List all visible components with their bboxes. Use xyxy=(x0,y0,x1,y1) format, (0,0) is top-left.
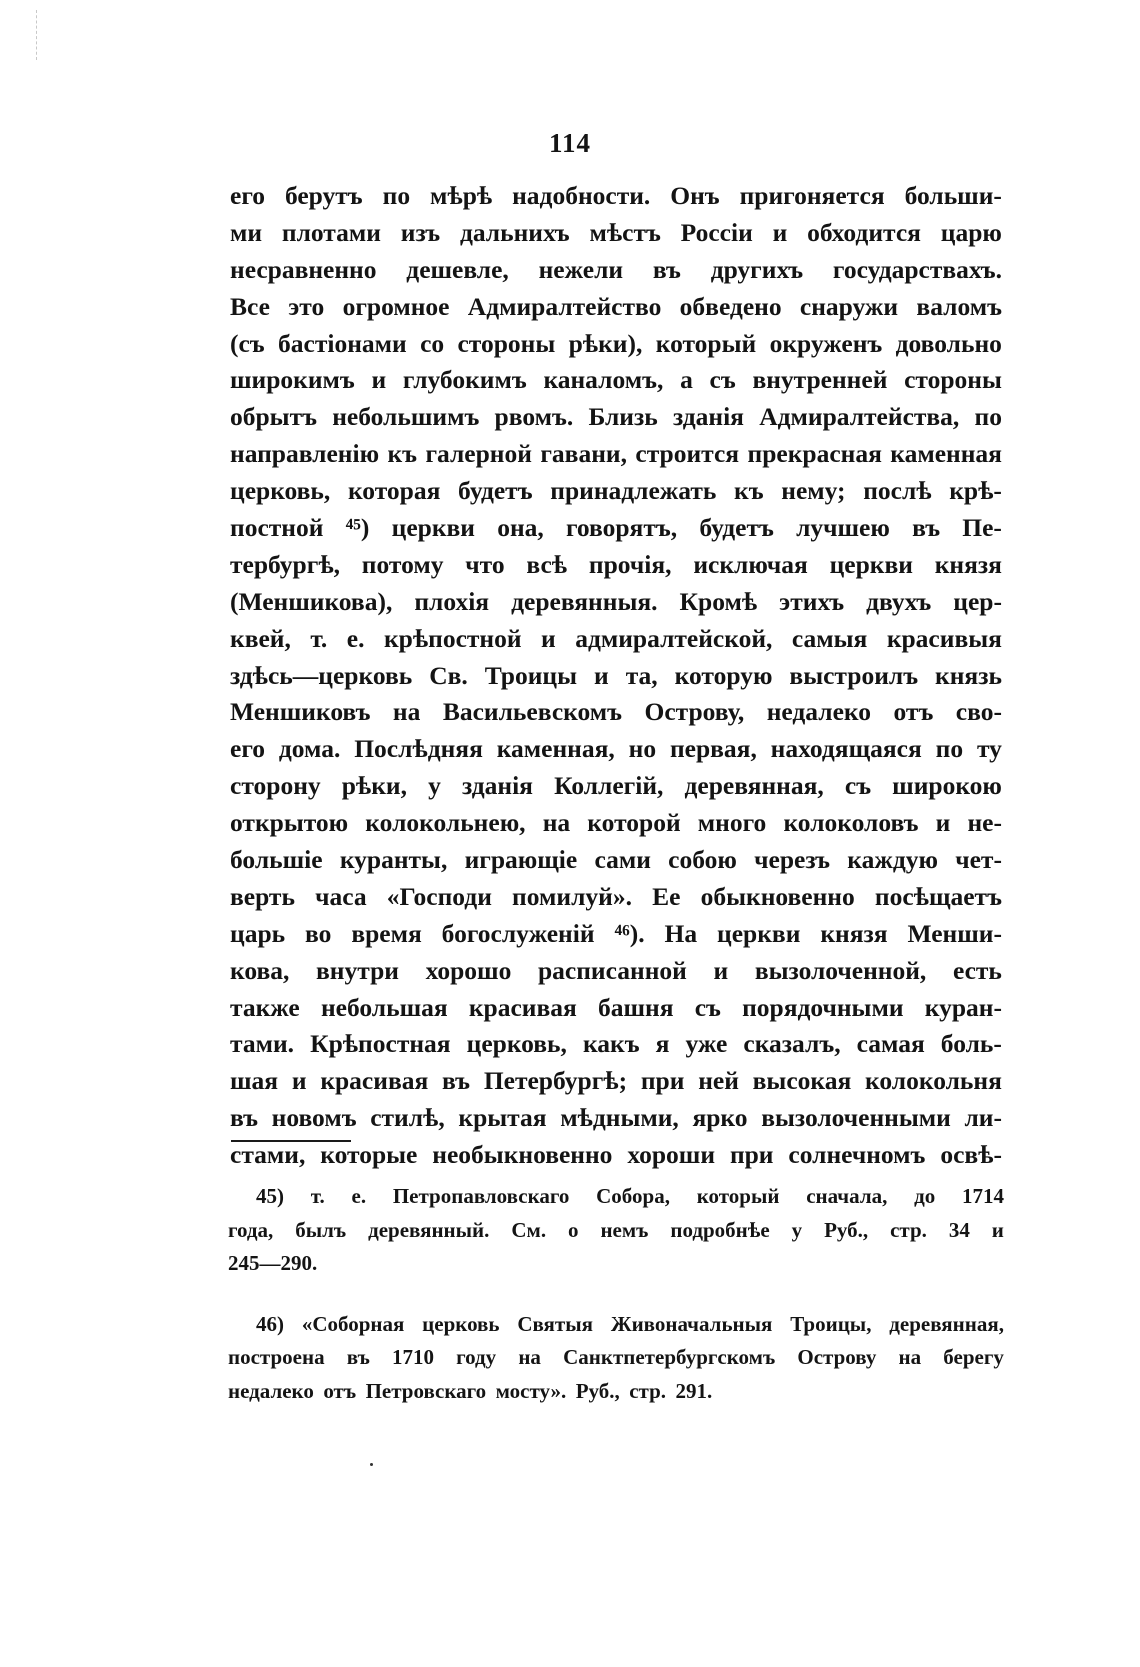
word: во xyxy=(305,918,332,948)
word: недалеко xyxy=(228,1378,314,1403)
word: широкимъ xyxy=(230,365,355,395)
word: рвомъ. xyxy=(494,402,574,432)
text-line xyxy=(230,436,1002,473)
word: будетъ xyxy=(699,513,774,543)
word: въ xyxy=(346,1345,370,1369)
word: года, xyxy=(228,1217,274,1242)
text-line xyxy=(230,584,1002,621)
word: прочія, xyxy=(588,549,672,579)
word: что xyxy=(465,549,505,579)
word: былъ xyxy=(295,1217,347,1242)
word: помилуй». xyxy=(512,881,632,911)
word: валомъ xyxy=(916,291,1002,321)
word: по xyxy=(974,402,1002,432)
word: ⁴⁵) xyxy=(345,513,370,543)
word: каменная xyxy=(890,439,1002,469)
word: но xyxy=(628,734,657,764)
word: сторону xyxy=(230,771,321,801)
word: Кромѣ xyxy=(679,586,758,616)
word: красивая xyxy=(468,992,577,1022)
word: плохія xyxy=(414,586,490,616)
word: у xyxy=(791,1217,803,1242)
word: окруженъ xyxy=(769,328,883,358)
word: въ xyxy=(912,513,941,543)
word: Ее xyxy=(652,881,681,911)
word: порядочными xyxy=(742,992,904,1022)
word: у xyxy=(428,771,441,801)
word: надобности. xyxy=(512,181,651,210)
word: съ xyxy=(694,992,721,1022)
word: а xyxy=(680,365,693,395)
word: квей, xyxy=(230,623,291,653)
text-line xyxy=(230,215,1002,252)
word: красивая xyxy=(320,1066,429,1096)
word: стр. xyxy=(890,1217,927,1242)
word: довольно xyxy=(895,328,1002,358)
word: большіе xyxy=(230,845,323,875)
word: берегу xyxy=(943,1345,1004,1369)
word: огромное xyxy=(342,291,450,321)
text-line xyxy=(230,768,1002,805)
word: церкви xyxy=(717,918,801,948)
word: Троицы, xyxy=(790,1311,872,1336)
word: Руб., xyxy=(824,1217,869,1242)
word: открытою xyxy=(230,808,349,838)
word: Послѣдняя xyxy=(354,734,483,764)
word: внутренней xyxy=(752,365,888,395)
word: въ xyxy=(442,1066,471,1096)
word: немъ xyxy=(600,1217,649,1242)
word: мосту». xyxy=(495,1378,567,1403)
word: деревянная, xyxy=(889,1311,1004,1336)
word: съ xyxy=(844,771,872,801)
footnote-line xyxy=(228,1375,1004,1409)
word: Собора, xyxy=(596,1184,670,1208)
word: церковь, xyxy=(230,476,331,506)
word: Святыя xyxy=(517,1311,593,1336)
scan-speck xyxy=(370,1463,373,1466)
word: въ xyxy=(230,1103,259,1133)
word: изъ xyxy=(400,217,441,247)
word: принадлежать xyxy=(550,476,717,506)
word: на xyxy=(898,1345,922,1369)
word: нему; xyxy=(781,476,846,506)
word: со xyxy=(420,328,445,358)
word: крытая xyxy=(458,1103,547,1133)
word: также xyxy=(230,992,300,1022)
word: есть xyxy=(952,955,1002,985)
footnote-separator xyxy=(231,1140,351,1142)
word: (Меншикова), xyxy=(230,586,393,616)
word: Крѣпостная xyxy=(310,1029,451,1059)
word: деревянныя. xyxy=(511,586,658,616)
word: каждую xyxy=(847,845,938,875)
word: самыя xyxy=(791,623,868,653)
word: несравненно xyxy=(230,254,377,284)
word: башня xyxy=(597,992,674,1022)
text-line xyxy=(230,289,1002,326)
word: недалеко xyxy=(766,697,872,727)
text-line xyxy=(230,1137,1002,1174)
text-line xyxy=(230,990,1002,1027)
word: отъ xyxy=(893,697,934,727)
word: внутри xyxy=(316,955,399,985)
word: 46) xyxy=(256,1311,284,1336)
word: зданія xyxy=(461,771,533,801)
word: ней xyxy=(698,1066,739,1096)
word: лучшею xyxy=(796,513,890,543)
text-line xyxy=(230,805,1002,842)
word: обведено xyxy=(679,291,782,321)
word: здѣсь—церковь xyxy=(230,660,413,690)
word: больши- xyxy=(904,181,1002,210)
word: мѣрѣ xyxy=(430,181,493,210)
word: который xyxy=(655,328,757,358)
scan-margin-mark xyxy=(36,10,38,60)
word: стами, xyxy=(230,1140,306,1170)
text-line xyxy=(230,510,1002,547)
word: церкви xyxy=(391,513,475,543)
text-line xyxy=(230,326,1002,363)
word: на xyxy=(542,808,571,838)
footnote-line xyxy=(228,1308,1004,1342)
word: стилѣ, xyxy=(370,1103,445,1133)
word: Острову, xyxy=(644,697,745,727)
word: ли- xyxy=(964,1103,1002,1133)
word: ту xyxy=(976,734,1002,764)
word: при xyxy=(729,1140,774,1170)
word: Коллегій, xyxy=(554,771,664,801)
word: собою xyxy=(668,845,737,875)
word: прекрасная xyxy=(747,439,882,469)
word: берутъ xyxy=(284,181,363,210)
word: посѣщаетъ xyxy=(874,881,1002,911)
text-line xyxy=(230,1063,1002,1100)
word: каменная, xyxy=(496,734,615,764)
word: говорятъ, xyxy=(565,513,678,543)
word: На xyxy=(664,918,698,948)
word: галерной xyxy=(425,439,532,469)
footnotes xyxy=(228,1180,1004,1408)
word: къ xyxy=(734,476,764,506)
footnote-gap xyxy=(228,1281,1004,1308)
word: мѣстъ xyxy=(589,217,661,247)
word: крѣпостной xyxy=(383,623,522,653)
word: сво- xyxy=(955,697,1002,727)
word: т. xyxy=(310,623,328,653)
word: пригоняется xyxy=(739,181,885,210)
word: вызолоченной, xyxy=(754,955,927,985)
word: каналомъ, xyxy=(543,365,664,395)
word: о xyxy=(568,1217,579,1242)
word: плотами xyxy=(281,217,381,247)
word: черезъ xyxy=(754,845,831,875)
word: съ xyxy=(709,365,736,395)
text-line xyxy=(230,362,1002,399)
word: направленію xyxy=(230,439,380,469)
word: тербургѣ, xyxy=(230,549,340,579)
footnote-line xyxy=(228,1214,1004,1248)
word: новомъ xyxy=(271,1103,357,1133)
word: его xyxy=(230,181,266,210)
main-text xyxy=(230,178,1002,1174)
word: 45) xyxy=(256,1184,284,1208)
word: 291. xyxy=(675,1378,713,1403)
word: рѣки, xyxy=(341,771,407,801)
word: выстроилъ xyxy=(789,660,919,690)
word: гавани, xyxy=(540,439,627,469)
word: чет- xyxy=(955,845,1002,875)
word: и xyxy=(713,955,729,985)
word: шая xyxy=(230,1066,279,1096)
word: крѣ- xyxy=(949,476,1002,506)
word: и xyxy=(594,660,609,690)
text-line xyxy=(230,473,1002,510)
word: Св. xyxy=(429,660,468,690)
word: верть xyxy=(230,881,295,911)
word: 245—290. xyxy=(228,1251,318,1275)
word: потому xyxy=(361,549,444,579)
word: та, xyxy=(625,660,658,690)
word: куранты, xyxy=(339,845,448,875)
word: Адмиралтейство xyxy=(467,291,662,321)
word: и xyxy=(371,365,387,395)
word: стр. xyxy=(629,1378,667,1403)
word: которая xyxy=(347,476,441,506)
word: Россіи xyxy=(680,217,753,247)
word: царь xyxy=(230,918,286,948)
word: послѣ xyxy=(863,476,932,506)
text-line xyxy=(230,547,1002,584)
word: всѣ xyxy=(526,549,568,579)
text-line xyxy=(230,1100,1002,1137)
word: государствахъ. xyxy=(832,254,1002,284)
word: бастіонами xyxy=(278,328,407,358)
word: Руб., xyxy=(575,1378,620,1403)
word: вызолоченными xyxy=(761,1103,951,1133)
word: ярко xyxy=(692,1103,748,1133)
word: до xyxy=(914,1184,936,1208)
word: ⁴⁶). xyxy=(614,918,645,948)
word: уже xyxy=(685,1029,728,1059)
word: зданія xyxy=(672,402,744,432)
word: и xyxy=(935,808,951,838)
word: князь xyxy=(935,660,1002,690)
word: Онъ xyxy=(670,181,720,210)
word: строится xyxy=(635,439,740,469)
word: въ xyxy=(652,254,681,284)
word: церковь, xyxy=(466,1029,567,1059)
word: хорошо xyxy=(425,955,512,985)
word: дальнихъ xyxy=(459,217,570,247)
word: небольшая xyxy=(320,992,448,1022)
word: постной xyxy=(230,513,324,543)
text-line xyxy=(230,694,1002,731)
word: широкою xyxy=(892,771,1002,801)
text-line xyxy=(230,621,1002,658)
word: «Соборная xyxy=(301,1311,405,1336)
footnote xyxy=(228,1308,1004,1409)
word: красивыя xyxy=(886,623,1002,653)
word: которую xyxy=(674,660,773,690)
word: е. xyxy=(346,623,365,653)
word: адмиралтейской, xyxy=(575,623,773,653)
text-line xyxy=(230,178,1002,215)
word: она, xyxy=(497,513,544,543)
word: дешевле, xyxy=(406,254,509,284)
word: это xyxy=(288,291,325,321)
word: рѣки), xyxy=(568,328,643,358)
text-line xyxy=(230,658,1002,695)
word: боль- xyxy=(940,1029,1002,1059)
word: дома. xyxy=(278,734,341,764)
footnote-line xyxy=(228,1180,1004,1214)
text-line xyxy=(230,879,1002,916)
text-line xyxy=(230,1026,1002,1063)
word: обрытъ xyxy=(230,402,317,432)
word: См. xyxy=(511,1217,547,1242)
word: глубокимъ xyxy=(402,365,527,395)
word: деревянная, xyxy=(684,771,824,801)
word: Петербургѣ; xyxy=(483,1066,628,1096)
word: е. xyxy=(351,1184,367,1208)
word: Живоначальныя xyxy=(610,1311,773,1336)
word: Санктпетербургскомъ xyxy=(563,1345,776,1369)
footnote xyxy=(228,1180,1004,1281)
word: хороши xyxy=(627,1140,716,1170)
word: и xyxy=(991,1217,1004,1242)
text-line xyxy=(230,399,1002,436)
word: Васильевскомъ xyxy=(442,697,622,727)
word: на xyxy=(392,697,421,727)
word: обходится xyxy=(807,217,921,247)
word: Петровскаго xyxy=(365,1378,487,1403)
text-line xyxy=(230,252,1002,289)
word: исключая xyxy=(693,549,808,579)
word: и xyxy=(772,217,788,247)
word: и xyxy=(291,1066,307,1096)
word: князя xyxy=(820,918,888,948)
word: «Господи xyxy=(386,881,492,911)
word: нежели xyxy=(538,254,624,284)
word: самая xyxy=(856,1029,925,1059)
word: часа xyxy=(315,881,367,911)
text-line xyxy=(230,916,1002,953)
word: князя xyxy=(934,549,1002,579)
word: и xyxy=(541,623,556,653)
word: куран- xyxy=(924,992,1002,1022)
word: много xyxy=(697,808,767,838)
word: освѣ- xyxy=(940,1140,1002,1170)
word: сами xyxy=(594,845,651,875)
word: 1714 xyxy=(961,1184,1004,1208)
word: снаружи xyxy=(799,291,899,321)
word: при xyxy=(640,1066,685,1096)
word: обыкновенно xyxy=(700,881,855,911)
word: по xyxy=(382,181,411,210)
word: 34 xyxy=(948,1217,970,1242)
text-line xyxy=(230,953,1002,990)
word: Пе- xyxy=(962,513,1002,543)
word: солнечномъ xyxy=(788,1140,926,1170)
word: двухъ xyxy=(866,586,932,616)
text-line xyxy=(230,731,1002,768)
word: году xyxy=(456,1345,497,1369)
word: Меншиковъ xyxy=(230,697,371,727)
word: колокольнею, xyxy=(365,808,526,838)
word: царю xyxy=(940,217,1002,247)
word: стороны xyxy=(457,328,556,358)
word: первая, xyxy=(669,734,757,764)
word: къ xyxy=(387,439,418,469)
word: 1710 xyxy=(391,1345,434,1369)
word: не- xyxy=(967,808,1002,838)
word: находящаяся xyxy=(770,734,922,764)
word: стороны xyxy=(904,365,1002,395)
word: (съ xyxy=(230,328,265,358)
word: другихъ xyxy=(710,254,804,284)
word: богослуженій xyxy=(441,918,595,948)
word: колокольня xyxy=(865,1066,1002,1096)
word: я xyxy=(655,1029,670,1059)
word: мѣдными, xyxy=(560,1103,679,1133)
word: Адмиралтейства, xyxy=(759,402,960,432)
word: церкви xyxy=(829,549,913,579)
word: Все xyxy=(230,291,270,321)
word: время xyxy=(351,918,422,948)
word: Острову xyxy=(797,1345,877,1369)
word: цер- xyxy=(953,586,1002,616)
word: деревянный. xyxy=(368,1217,490,1242)
word: высокая xyxy=(752,1066,852,1096)
word: тами. xyxy=(230,1029,295,1059)
word: ми xyxy=(230,217,263,247)
word: на xyxy=(518,1345,541,1369)
word: Троицы xyxy=(484,660,578,690)
word: Петропавловскаго xyxy=(392,1184,570,1208)
word: который xyxy=(696,1184,780,1208)
word: Менши- xyxy=(907,918,1002,948)
word: церковь xyxy=(422,1311,500,1336)
word: его xyxy=(230,734,266,764)
word: какъ xyxy=(582,1029,640,1059)
footnote-line xyxy=(228,1247,1004,1281)
word: сначала, xyxy=(806,1184,888,1208)
word: которые xyxy=(320,1140,418,1170)
word: сказалъ, xyxy=(743,1029,841,1059)
footnote-line xyxy=(228,1341,1004,1375)
text-line xyxy=(230,842,1002,879)
word: необыкновенно xyxy=(432,1140,613,1170)
word: этихъ xyxy=(779,586,845,616)
word: т. xyxy=(310,1184,325,1208)
page-number: 114 xyxy=(548,128,591,158)
word: расписанной xyxy=(537,955,687,985)
word: колоколовъ xyxy=(783,808,919,838)
word: отъ xyxy=(323,1378,357,1403)
word: подробнѣе xyxy=(670,1217,770,1242)
word: построена xyxy=(228,1345,325,1369)
word: которой xyxy=(587,808,681,838)
word: Близь xyxy=(588,402,658,432)
word: кова, xyxy=(230,955,290,985)
word: небольшимъ xyxy=(332,402,480,432)
word: по xyxy=(935,734,964,764)
word: играющіе xyxy=(464,845,578,875)
word: будетъ xyxy=(458,476,533,506)
